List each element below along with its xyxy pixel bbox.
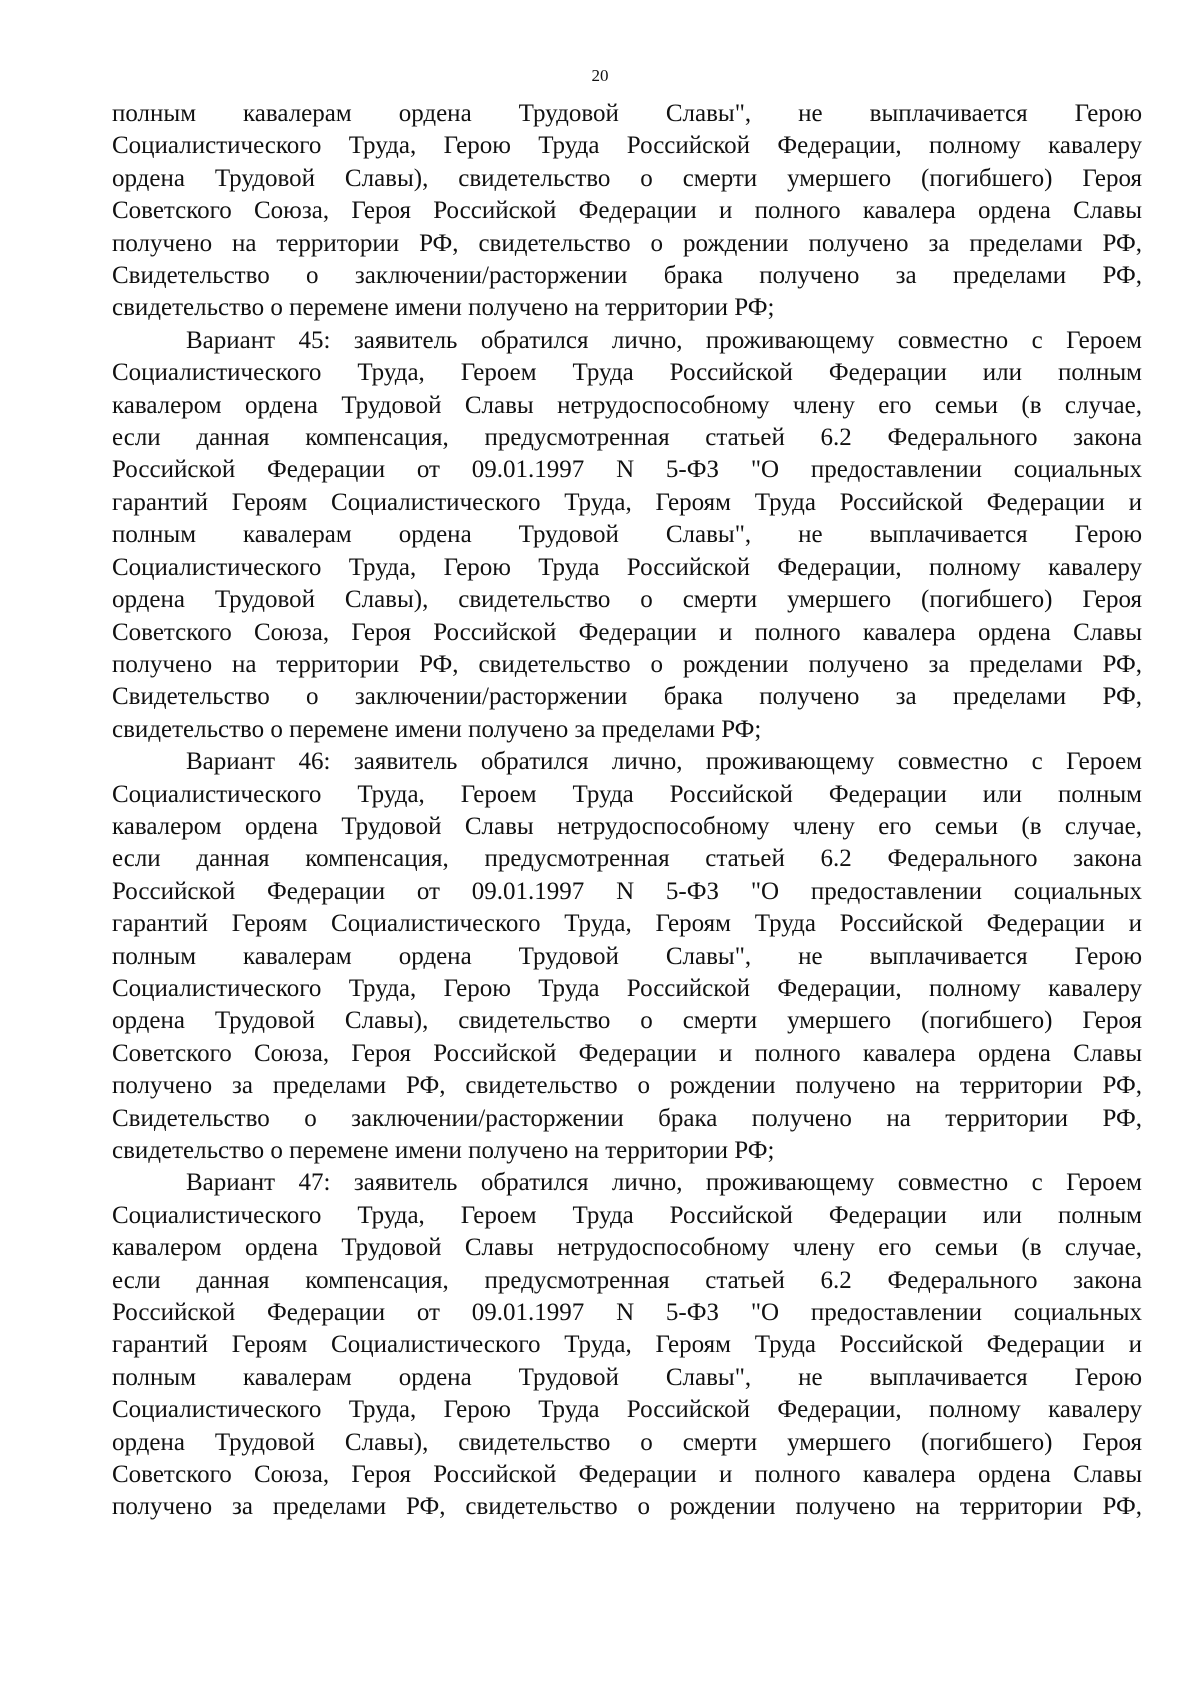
text-line: свидетельство о перемене имени получено за пределами РФ; [112,715,762,743]
text-line: гарантий Героям Социалистического Труда, Героям Труда Российской Федерации и [112,910,1142,938]
text-line: Вариант 46: заявитель обратился лично, проживающему совместно с Героем [186,748,1142,776]
text-line: Советского Союза, Героя Российской Федерации и полного кавалера ордена Славы [112,618,1142,646]
text-line: полным кавалерам ордена Трудовой Славы", не выплачивается Герою [112,942,1142,970]
text-line: Социалистического Труда, Герою Труда Российской Федерации, полному кавалеру [112,974,1142,1002]
text-line: кавалером ордена Трудовой Славы нетрудоспособному члену его семьи (в случае, [112,391,1142,419]
text-line: Советского Союза, Героя Российской Федерации и полного кавалера ордена Славы [112,1461,1142,1489]
text-line: ордена Трудовой Славы), свидетельство о смерти умершего (погибшего) Героя [112,1007,1142,1035]
text-line: ордена Трудовой Славы), свидетельство о смерти умершего (погибшего) Героя [112,586,1142,614]
text-line: гарантий Героям Социалистического Труда, Героям Труда Российской Федерации и [112,1331,1142,1359]
text-line: если данная компенсация, предусмотренная статьей 6.2 Федерального закона [112,424,1142,452]
text-line: Вариант 47: заявитель обратился лично, проживающему совместно с Героем [186,1169,1142,1197]
text-line: свидетельство о перемене имени получено на территории РФ; [112,1137,775,1164]
text-line: Социалистического Труда, Герою Труда Российской Федерации, полному кавалеру [112,553,1142,581]
text-line: Свидетельство о заключении/расторжении брака получено за пределами РФ, [112,262,1142,290]
paragraph [112,325,1142,746]
text-line: Российской Федерации от 09.01.1997 N 5-ФЗ "О предоставлении социальных [112,456,1142,484]
paragraph [112,746,1142,1167]
text-line: ордена Трудовой Славы), свидетельство о смерти умершего (погибшего) Героя [112,164,1142,192]
text-line: получено на территории РФ, свидетельство о рождении получено за пределами РФ, [112,650,1142,678]
text-line: Социалистического Труда, Героем Труда Российской Федерации или полным [112,1201,1142,1229]
text-line: полным кавалерам ордена Трудовой Славы", не выплачивается Герою [112,100,1142,127]
text-line: кавалером ордена Трудовой Славы нетрудоспособному члену его семьи (в случае, [112,1234,1142,1262]
text-line: Социалистического Труда, Герою Труда Российской Федерации, полному кавалеру [112,1396,1142,1424]
text-line: гарантий Героям Социалистического Труда, Героям Труда Российской Федерации и [112,488,1142,516]
text-line: ордена Трудовой Славы), свидетельство о смерти умершего (погибшего) Героя [112,1428,1142,1456]
text-line: полным кавалерам ордена Трудовой Славы", не выплачивается Герою [112,1363,1142,1391]
text-line: Социалистического Труда, Герою Труда Российской Федерации, полному кавалеру [112,132,1142,160]
text-line: если данная компенсация, предусмотренная статьей 6.2 Федерального закона [112,845,1142,873]
text-line: Вариант 45: заявитель обратился лично, проживающему совместно с Героем [186,326,1142,354]
page-number: 20 [591,66,609,85]
text-line: Советского Союза, Героя Российской Федерации и полного кавалера ордена Славы [112,197,1142,225]
text-line: получено на территории РФ, свидетельство о рождении получено за пределами РФ, [112,229,1142,257]
text-line: Социалистического Труда, Героем Труда Российской Федерации или полным [112,359,1142,387]
text-line: получено за пределами РФ, свидетельство о рождении получено на территории РФ, [112,1493,1142,1521]
text-line: получено за пределами РФ, свидетельство о рождении получено на территории РФ, [112,1072,1142,1100]
text-line: свидетельство о перемене имени получено на территории РФ; [112,294,775,322]
text-line: если данная компенсация, предусмотренная статьей 6.2 Федерального закона [112,1266,1142,1294]
paragraph [112,98,1142,325]
text-line: Социалистического Труда, Героем Труда Российской Федерации или полным [112,780,1142,808]
text-line: кавалером ордена Трудовой Славы нетрудоспособному члену его семьи (в случае, [112,812,1142,840]
paragraph [112,1167,1142,1523]
text-line: полным кавалерам ордена Трудовой Славы", не выплачивается Герою [112,521,1142,549]
document-body [112,98,1142,1524]
text-line: Российской Федерации от 09.01.1997 N 5-ФЗ "О предоставлении социальных [112,1299,1142,1327]
text-line: Российской Федерации от 09.01.1997 N 5-ФЗ "О предоставлении социальных [112,877,1142,905]
text-line: Свидетельство о заключении/расторжении брака получено за пределами РФ, [112,683,1142,711]
text-line: Свидетельство о заключении/расторжении брака получено на территории РФ, [112,1104,1142,1132]
text-line: Советского Союза, Героя Российской Федерации и полного кавалера ордена Славы [112,1039,1142,1067]
